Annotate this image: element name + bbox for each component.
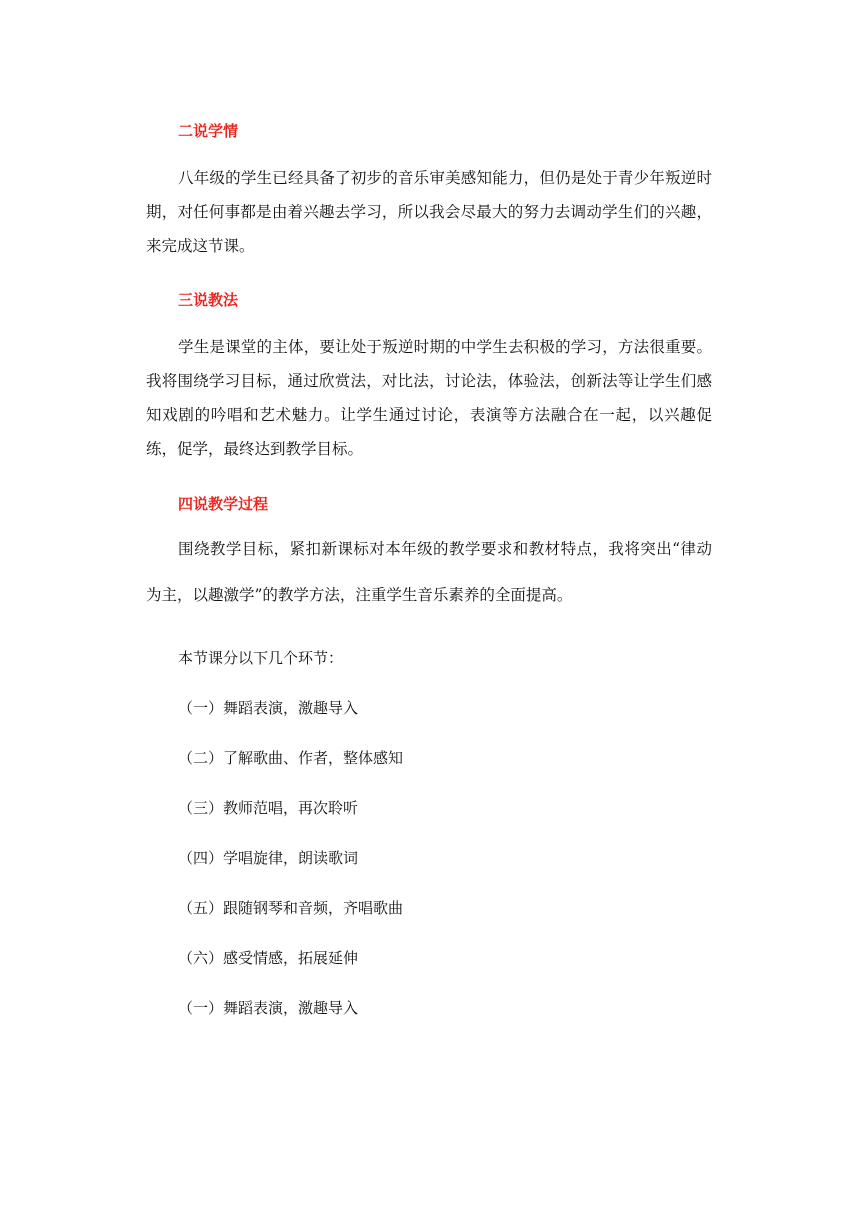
step-item: （三）教师范唱，再次聆听 — [178, 799, 359, 817]
step-item: （四）学唱旋律，朗读歌词 — [178, 849, 359, 867]
step-item: （一）舞蹈表演，激趣导入 — [178, 999, 359, 1017]
section-heading-teaching-process: 四说教学过程 — [178, 495, 269, 513]
steps-intro: 本节课分以下几个环节： — [178, 649, 344, 667]
step-item: （五）跟随钢琴和音频，齐唱歌曲 — [178, 899, 404, 917]
paragraph-teaching-process: 围绕教学目标，紧扣新课标对本年级的教学要求和教材特点，我将突出“律动为主，以趣激学”的教学方法，注重学生音乐素养的全面提高。 — [146, 540, 712, 604]
paragraph-teaching-method: 学生是课堂的主体，要让处于叛逆时期的中学生去积极的学习，方法很重要。我将围绕学习目标，通过欣赏法，对比法，讨论法，体验法，创新法等让学生们感知戏剧的吟唱和艺术魅力。让学生通过讨论，表演等方法融合在一起，以兴趣促练，促学，最终达到教学目标。 — [146, 338, 712, 458]
step-item: （六）感受情感，拓展延伸 — [178, 949, 359, 967]
section-heading-teaching-method: 三说教法 — [178, 291, 239, 309]
step-item: （一）舞蹈表演，激趣导入 — [178, 699, 359, 717]
section-heading-learning-situation: 二说学情 — [178, 122, 239, 140]
step-item: （二）了解歌曲、作者，整体感知 — [178, 749, 404, 767]
paragraph-learning-situation: 八年级的学生已经具备了初步的音乐审美感知能力，但仍是处于青少年叛逆时期，对任何事都是由着兴趣去学习，所以我会尽最大的努力去调动学生们的兴趣，来完成这节课。 — [146, 169, 712, 255]
